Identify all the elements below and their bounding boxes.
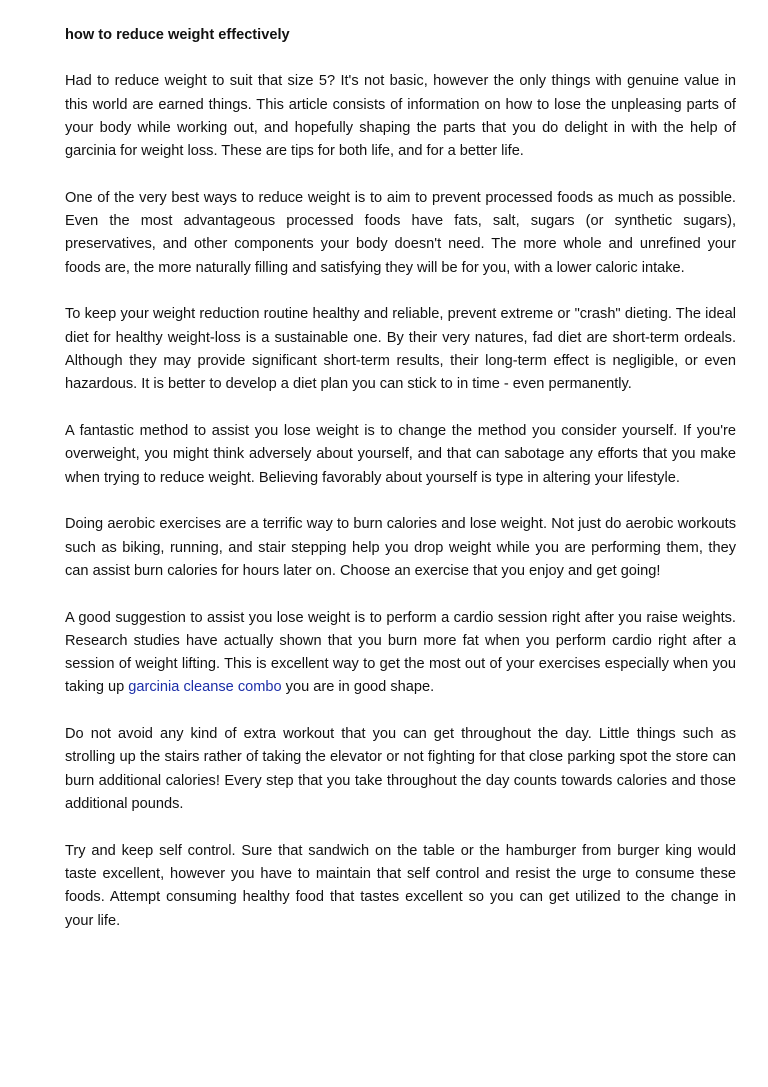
paragraph-3: To keep your weight reduction routine healthy and reliable, prevent extreme or "crash" dieting. The ideal diet for healthy weight-loss is a sustainable one. By their very natures, fad diet are short-term ordeals. Although they may provide significant short-term results, their long-term effect is negligible, or even hazardous. It is better to develop a diet plan you can stick to in time - even permanently. <box>65 306 736 393</box>
garcinia-cleanse-combo-link[interactable]: garcinia cleanse combo <box>128 679 282 696</box>
paragraph-8: Try and keep self control. Sure that sandwich on the table or the hamburger from burger king would taste excellent, however you have to maintain that self control and resist the urge to consume these foods. Attempt consuming healthy food that tastes excellent so you can get utilized to the change in your life. <box>65 842 736 929</box>
paragraph-5: Doing aerobic exercises are a terrific way to burn calories and lose weight. Not just do aerobic workouts such as biking, running, and stair stepping help you drop weight while you are performing them, they can assist burn calories for hours later on. Choose an exercise that you enjoy and get going! <box>65 516 736 579</box>
paragraph-1: Had to reduce weight to suit that size 5? It's not basic, however the only things with genuine value in this world are earned things. This article consists of information on how to lose the unpleasing parts of your body while working out, and hopefully shaping the parts that you do delight in with the help of garcinia for weight loss. These are tips for both life, and for a better life. <box>65 73 736 160</box>
document-page <box>65 24 736 956</box>
paragraph-6-text-after: you are in good shape. <box>281 679 435 696</box>
paragraph-2: One of the very best ways to reduce weight is to aim to prevent processed foods as much as possible. Even the most advantageous processed foods have fats, salt, sugars (or synthetic sugars), preservatives, and other components your body doesn't need. The more whole and unrefined your foods are, the more naturally filling and satisfying they will be for you, with a lower caloric intake. <box>65 189 736 276</box>
paragraph-6-text-before: A good suggestion to assist you lose weight is to perform a cardio session right after you raise weights. Research studies have actually shown that you burn more fat when you perform cardio right after a session of weight lifting. This is excellent way to get the most out of your exercises especially when you taking up <box>65 609 736 696</box>
document-title: how to reduce weight effectively <box>65 27 290 43</box>
paragraph-7: Do not avoid any kind of extra workout that you can get throughout the day. Little things such as strolling up the stairs rather of taking the elevator or not fighting for that close parking spot the store can burn additional calories! Every step that you take throughout the day counts towards calories and those additional pounds. <box>65 726 736 813</box>
paragraph-6 <box>65 607 736 700</box>
paragraph-4: A fantastic method to assist you lose weight is to change the method you consider yourself. If you're overweight, you might think adversely about yourself, and that can sabotage any efforts that you make when trying to reduce weight. Believing favorably about yourself is type in altering your lifestyle. <box>65 423 736 486</box>
